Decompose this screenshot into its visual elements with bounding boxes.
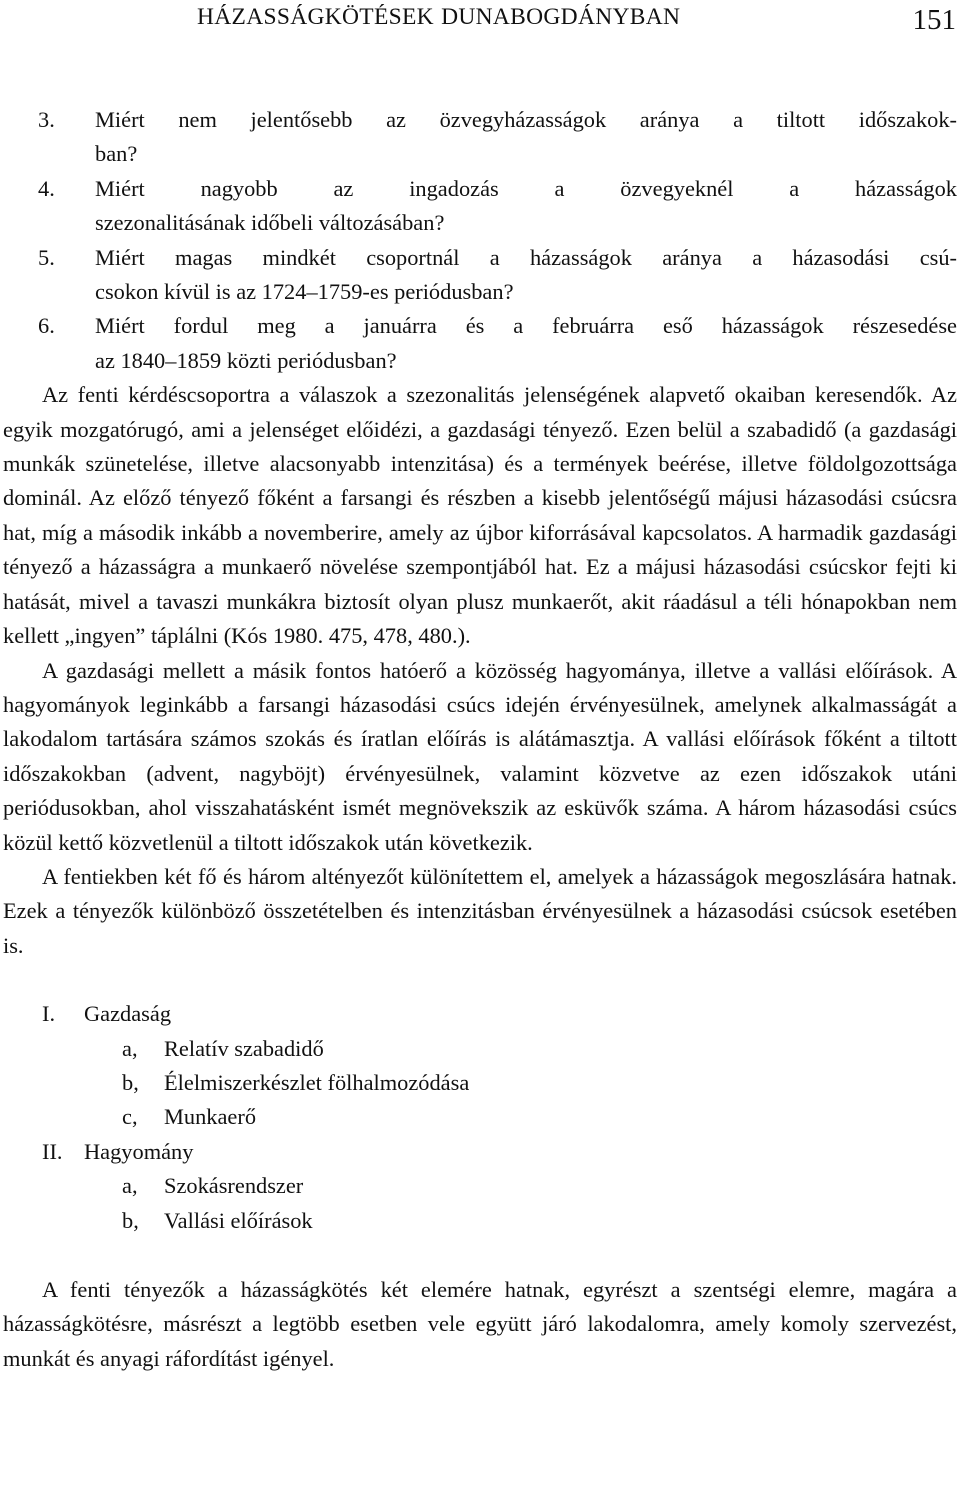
page-number: 151 xyxy=(912,4,956,36)
closing-paragraph: A fenti tényezők a házasságkötés két elemére hatnak, egyrészt a szentségi elemre, magára a házasságkötésre, másrészt a legtöbb esetben vele együtt járó lakodalomra, amely komoly szervezést, munkát és anyagi ráfordítást igényel. xyxy=(3,1277,957,1371)
outline-letter: b, xyxy=(122,1069,139,1095)
question-number: 3. xyxy=(38,107,55,132)
outline-label: Munkaerő xyxy=(164,1104,257,1130)
question-text: Miért magas mindkét csoportnál a házasságok aránya a házasodási csú- xyxy=(95,244,957,270)
outline-group xyxy=(3,997,957,1031)
body-paragraph: Az fenti kérdéscsoportra a válaszok a szezonalitás jelenségének alapvető okaiban keresendők. Az egyik mozgatórugó, ami a jelenséget előidézi, a gazdasági tényező. Ezen belül a szabadidő (a gazdasági munkák szünetelése, illetve alacsonyabb intenzitása) és a termények beérése, illetve földolgozottsága dominál. Az előző tényező főként a farsangi és részben a kisebb jelentőségű májusi házasodási csúcsra hat, míg a második inkább a novemberire, amely az újbor kiforrásával kapcsolatos. A harmadik gazdasági tényező a házasságra a munkaerő növelése szempontjából hat. Ez a májusi házasodási csúcskor fejti ki hatását, mivel a tavaszi munkákra biztosít olyan plusz munkaerőt, akit ráadásul a téli hónapokban nem kellett „ingyen” táplálni (Kós 1980. 475, 478, 480.). xyxy=(3,382,957,649)
outline-subitem xyxy=(3,1204,957,1238)
outline-group xyxy=(3,1135,957,1169)
question-number: 4. xyxy=(38,175,55,201)
page-body xyxy=(3,103,957,1376)
outline-label: Gazdaság xyxy=(84,1001,172,1027)
question-text-continued: ban? xyxy=(95,141,138,167)
outline-label: Relatív szabadidő xyxy=(164,1035,324,1061)
question-item xyxy=(3,309,957,378)
outline-letter: b, xyxy=(122,1207,139,1233)
question-number: 6. xyxy=(38,313,55,339)
outline-subitem xyxy=(3,1100,957,1134)
question-number: 5. xyxy=(38,244,55,270)
question-text: Miért nagyobb az ingadozás a özvegyeknél a házasságok xyxy=(95,175,957,201)
outline-letter: a, xyxy=(122,1035,138,1061)
question-text-continued: az 1840–1859 közti periódusban? xyxy=(95,347,397,373)
outline-label: Hagyomány xyxy=(84,1138,194,1164)
running-header: HÁZASSÁGKÖTÉSEK DUNABOGDÁNYBAN xyxy=(197,4,681,30)
body-paragraph: A gazdasági mellett a másik fontos hatóerő a közösség hagyománya, illetve a vallási előírások. A hagyományok leginkább a farsangi házasodási csúcs idején érvényesülnek, amelynek alkalmasságát a lakodalom tartására számos szokás és íratlan előírás is alátámasztja. A vallási előírások főként a tiltott időszakokban (advent, nagyböjt) érvényesülnek, valamint közvetve az ezen időszakok utáni periódusokban, ahol visszahatásként ismét megnövekszik az esküvők száma. A három házasodási csúcs közül kettő közvetlenül a tiltott időszakok után következik. xyxy=(3,657,957,855)
question-item xyxy=(3,172,957,241)
outline-letter: a, xyxy=(122,1173,138,1199)
question-text: Miért nem jelentősebb az özvegyházasságok aránya a tiltott időszakok- xyxy=(95,107,957,132)
question-text: Miért fordul meg a januárra és a februárra eső házasságok részesedése xyxy=(95,313,957,339)
question-text-continued: szezonalitásának időbeli változásában? xyxy=(95,210,445,236)
outline-numeral: I. xyxy=(42,1001,56,1027)
outline-label: Szokásrendszer xyxy=(164,1173,304,1199)
outline-numeral: II. xyxy=(42,1138,63,1164)
outline-subitem xyxy=(3,1066,957,1100)
question-item xyxy=(3,103,957,172)
body-paragraph: A fentiekben két fő és három altényezőt különítettem el, amelyek a házasságok megoszlására hatnak. Ezek a tényezők különböző összetételben és intenzitásban érvényesülnek a házasodási csúcsok esetében is. xyxy=(3,863,957,958)
question-text-continued: csokon kívül is az 1724–1759-es periódusban? xyxy=(95,279,514,305)
outline-label: Vallási előírások xyxy=(164,1207,313,1233)
factor-outline xyxy=(3,997,957,1238)
outline-subitem xyxy=(3,1169,957,1203)
question-item xyxy=(3,241,957,310)
outline-subitem xyxy=(3,1032,957,1066)
outline-label: Élelmiszerkészlet fölhalmozódása xyxy=(164,1069,470,1095)
outline-letter: c, xyxy=(122,1104,138,1130)
